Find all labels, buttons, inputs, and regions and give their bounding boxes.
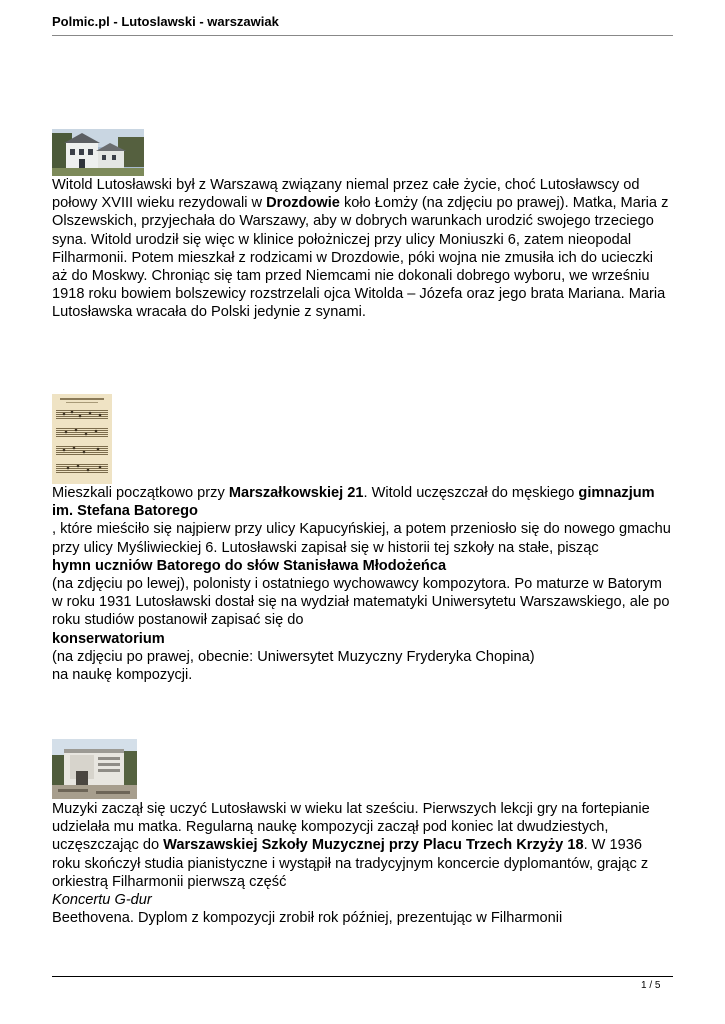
text-run: na naukę kompozycji. <box>52 667 193 684</box>
text-run: hymn uczniów Batorego do słów Stanisława Młodożeńca <box>52 557 447 574</box>
text-line <box>52 194 677 212</box>
text-run: w roku 1931 Lutosławski dostał się na wydział matematyki Uniwersytetu Warszawskiego, ale po <box>52 594 670 611</box>
text-run: udzielała mu matka. Regularną naukę kompozycji zaczął pod koniec lat dwudziestych, <box>52 819 609 836</box>
text-line <box>52 176 677 194</box>
text-run: Filharmonii. Potem mieszkał z rodzicami w Drozdowie, póki wojna nie zmusiła ich do ucieczki <box>52 249 653 266</box>
text-line <box>52 502 677 520</box>
text-line <box>52 909 677 927</box>
text-run: Witold Lutosławski był z Warszawą związany niemal przez całe życie, choć Lutosławscy od <box>52 177 640 193</box>
text-run: aż do Moskwy. Chroniąc się tam przed Niemcami nie dokonali dobrego wyboru, we wrześniu <box>52 268 650 285</box>
text-line <box>52 818 677 836</box>
text-line <box>52 836 677 854</box>
text-line <box>52 891 677 909</box>
text-line <box>52 800 677 818</box>
text-line <box>52 666 677 684</box>
text-line <box>52 303 677 321</box>
text-run: Koncertu G-dur <box>52 892 152 909</box>
paragraph-music-studies <box>52 800 677 927</box>
header-divider <box>52 35 673 36</box>
paragraph-school <box>52 484 677 684</box>
text-run: . Witold uczęszczał do męskiego <box>363 485 579 501</box>
page-number: 1 / 5 <box>641 980 661 991</box>
text-run: (na zdjęciu po prawej, obecnie: Uniwersytet Muzyczny Fryderyka Chopina) <box>52 648 535 665</box>
text-run: Beethovena. Dyplom z kompozycji zrobił rok później, prezentując w Filharmonii <box>52 910 563 927</box>
text-run: , które mieściło się najpierw przy ulicy Kapucyńskiej, a potem przeniosło się do nowego gmachu <box>52 521 671 538</box>
text-line <box>52 575 677 593</box>
text-run: im. Stefana Batorego <box>52 503 198 520</box>
text-line <box>52 285 677 303</box>
conservatory-building-photo <box>52 739 137 799</box>
text-line <box>52 267 677 285</box>
text-run: roku skończył studia pianistyczne i wystąpił na tradycyjnym koncercie dyplomantów, grając z <box>52 855 649 872</box>
text-run: połowy XVIII wieku rezydowali w <box>52 195 267 212</box>
text-run: konserwatorium <box>52 630 165 647</box>
text-run: Warszawskiej Szkoły Muzycznej przy Placu Trzech Krzyży 18 <box>163 837 584 854</box>
document-title: Polmic.pl - Lutoslawski - warszawiak <box>52 14 279 29</box>
text-run: Muzyki zaczął się uczyć Lutosławski w wieku lat sześciu. Pierwszych lekcji gry na fortepianie <box>52 801 650 817</box>
text-line <box>52 855 677 873</box>
text-run: Mieszkali początkowo przy <box>52 485 229 501</box>
text-line <box>52 484 677 502</box>
text-run: uczęszczając do <box>52 837 164 854</box>
text-line <box>52 212 677 230</box>
text-line <box>52 873 677 891</box>
text-line <box>52 593 677 611</box>
text-run: przy ulicy Myśliwieckiej 6. Lutosławski zapisał się w historii tej szkoły na stałe, pisząc <box>52 539 599 556</box>
text-line <box>52 231 677 249</box>
text-line <box>52 520 677 538</box>
text-run: Olszewskich, przyjechała do Warszawy, aby w dobrych warunkach urodzić swojego trzeciego <box>52 213 654 230</box>
text-run: syna. Witold urodził się więc w klinice położniczej przy ulicy Moniuszki 6, zatem nieopodal <box>52 231 632 248</box>
text-run: koło Łomży (na zdjęciu po prawej). Matka, Maria z <box>339 195 669 212</box>
text-run: 1918 roku bowiem bolszewicy rozstrzelali ojca Witolda – Józefa oraz jego brata Mariana. Maria <box>52 286 666 303</box>
footer-divider <box>52 976 673 977</box>
text-line <box>52 539 677 557</box>
text-line <box>52 249 677 267</box>
hymn-sheet-music-photo <box>52 394 112 484</box>
text-line <box>52 611 677 629</box>
text-line <box>52 557 677 575</box>
text-run: gimnazjum <box>578 485 655 501</box>
text-line <box>52 648 677 666</box>
text-run: Lutosławska wracała do Polski jedynie z synami. <box>52 304 366 321</box>
drozdowo-manor-photo <box>52 129 144 176</box>
text-run: orkiestrą Filharmonii pierwszą część <box>52 873 287 890</box>
text-line <box>52 630 677 648</box>
text-run: Marszałkowskiej 21 <box>228 485 364 501</box>
text-run: (na zdjęciu po lewej), polonisty i ostatniego wychowawcy kompozytora. Po maturze w Batorym <box>52 576 662 593</box>
text-run: . W 1936 <box>583 837 642 854</box>
paragraph-intro <box>52 176 677 322</box>
text-run: Drozdowie <box>266 195 340 212</box>
text-run: roku studiów postanowił zapisać się do <box>52 612 304 629</box>
